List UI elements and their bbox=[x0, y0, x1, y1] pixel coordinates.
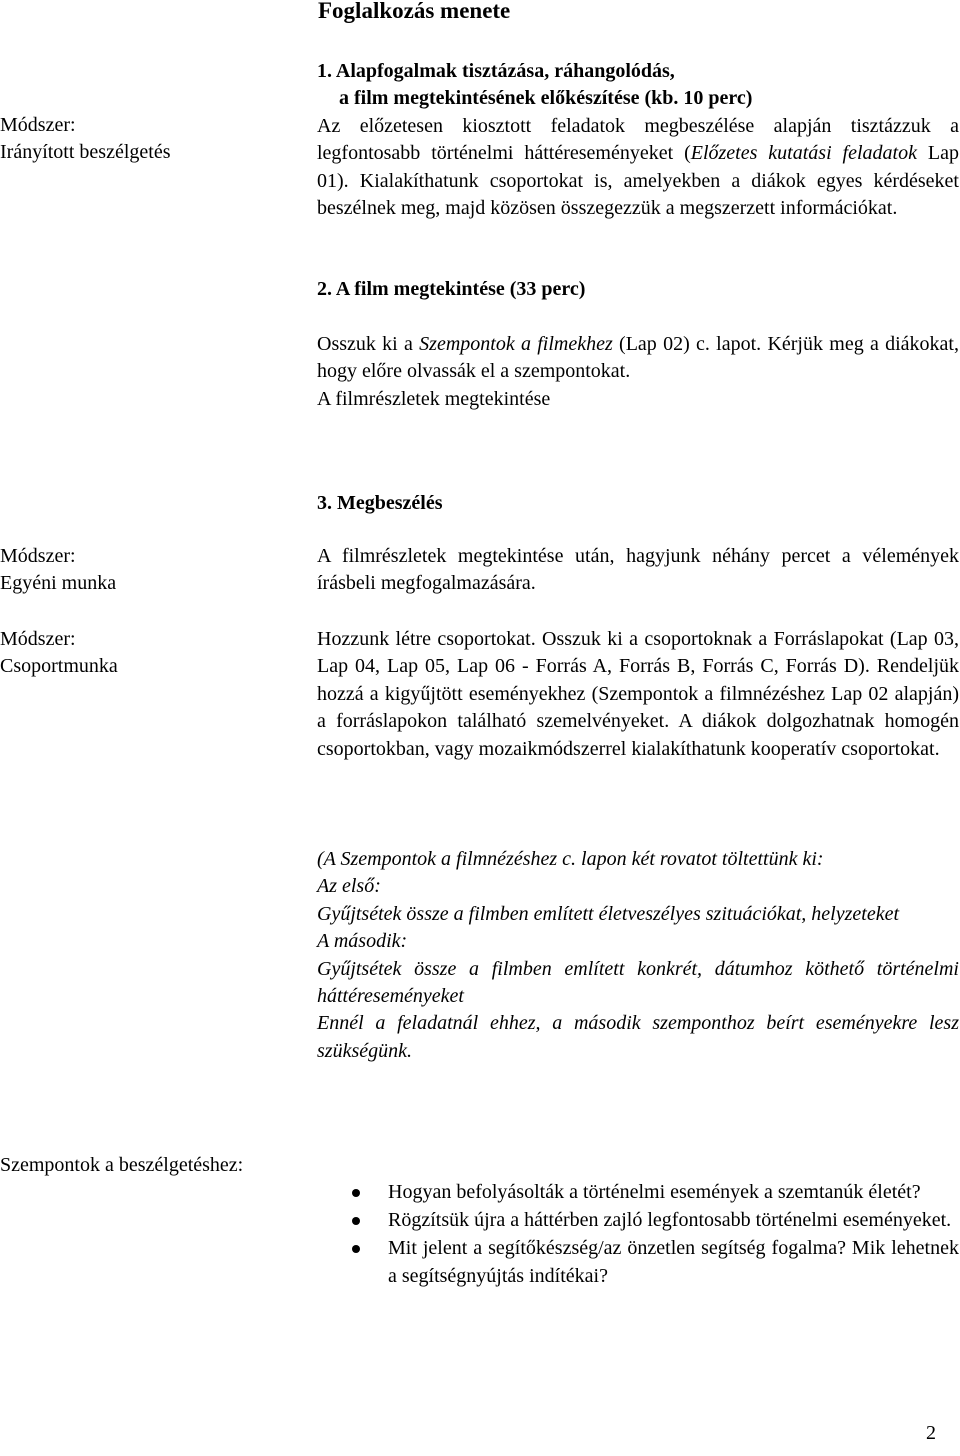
italic-line-3: Gyűjtsétek össze a filmben említett életveszélyes szituációkat, helyzeteket bbox=[317, 902, 900, 925]
section-3-paragraph-1: A filmrészletek megtekintése után, hagyjunk néhány percet a vélemények írásbeli megfogalmazására. bbox=[317, 545, 959, 595]
section-3-italic-block bbox=[317, 846, 959, 1065]
section-2-text-part-2: (Lap 02) c. lapot. Kérjük meg a diákokat, hogy előre olvassák el a szempontokat. bbox=[317, 333, 959, 383]
section-2-text-italic: Szempontok a filmekhez bbox=[419, 333, 613, 355]
section-1-text-italic: Előzetes kutatási feladatok bbox=[690, 142, 917, 165]
italic-line-1: (A Szempontok a filmnézéshez c. lapon két rovatot töltettünk ki: bbox=[317, 848, 824, 870]
method-value: Egyéni munka bbox=[0, 572, 117, 594]
italic-line-2: Az első: bbox=[317, 875, 381, 898]
discussion-points-list bbox=[352, 1178, 959, 1290]
bullet-icon bbox=[352, 1245, 360, 1253]
bullet-icon bbox=[352, 1217, 360, 1225]
method-label: Módszer: bbox=[0, 628, 76, 650]
section-2-text-part-1: Osszuk ki a bbox=[317, 333, 420, 355]
method-value: Irányított beszélgetés bbox=[0, 141, 171, 163]
list-item-text: Hogyan befolyásolták a történelmi események a szemtanúk életét? bbox=[388, 1181, 921, 1203]
discussion-points-label: Szempontok a beszélgetéshez: bbox=[0, 1154, 244, 1176]
bullet-icon bbox=[352, 1189, 360, 1197]
method-label-1 bbox=[0, 112, 171, 166]
page-number: 2 bbox=[926, 1422, 936, 1444]
section-3-paragraph-2: Hozzunk létre csoportokat. Osszuk ki a csoportoknak a Forráslapokat (Lap 03, Lap 04, Lap 05, Lap 06 - Forrás A, Forrás B, Forrás C, Forrás D). Rendeljük hozzá a kigyűjtött eseményekhez (Szempontok a filmnézéshez Lap 02 alapján) a forráslapokon található szemelvényeket. A diákok dolgozhatnak homogén csoportokban, vagy mozaikmódszerrel kialakíthatunk kooperatív csoportokat. bbox=[317, 628, 959, 760]
section-2-heading: 2. A film megtekintése (33 perc) bbox=[317, 278, 586, 300]
method-label: Módszer: bbox=[0, 114, 76, 136]
list-item bbox=[352, 1206, 959, 1234]
page-title: Foglalkozás menete bbox=[318, 0, 511, 23]
section-2-subheading: A filmrészletek megtekintése bbox=[317, 387, 551, 410]
list-item bbox=[352, 1178, 959, 1206]
section-1-text-part-1: Az előzetesen kiosztott feladatok megbeszélése alapján tisztázzuk a legfontosabb történelmi háttéreseményeket ( bbox=[317, 114, 959, 165]
method-label-3 bbox=[0, 626, 118, 680]
section-1-heading-line-1: 1. Alapfogalmak tisztázása, ráhangolódás, bbox=[317, 60, 675, 82]
method-label-2 bbox=[0, 543, 116, 597]
section-1-text-part-2: Lap 01). Kialakíthatunk csoportokat is, amelyekben a diákok egyes kérdéseket beszélnek meg, majd közösen összegezzük a megszerzett információkat. bbox=[317, 142, 959, 220]
italic-line-5: Gyűjtsétek össze a filmben említett konkrét, dátumhoz köthető történelmi háttéreseményeket bbox=[317, 957, 959, 1008]
italic-line-6: Ennél a feladatnál ehhez, a második szemponthoz beírt eseményekre lesz szükségünk. bbox=[317, 1012, 959, 1062]
italic-line-4: A második: bbox=[317, 930, 408, 953]
section-1-paragraph bbox=[317, 113, 959, 223]
section-1 bbox=[317, 58, 959, 222]
list-item-text: Rögzítsük újra a háttérben zajló legfontosabb történelmi eseményeket. bbox=[388, 1209, 952, 1231]
method-label: Módszer: bbox=[0, 545, 76, 567]
section-3-heading: 3. Megbeszélés bbox=[317, 492, 443, 514]
section-2-paragraph bbox=[317, 331, 959, 413]
section-1-heading-line-2: a film megtekintésének előkészítése (kb. 10 perc) bbox=[339, 87, 753, 110]
list-item-text: Mit jelent a segítőkészség/az önzetlen segítség fogalma? Mik lehetnek a segítségnyújtás indítékai? bbox=[388, 1237, 959, 1287]
list-item bbox=[352, 1234, 959, 1290]
method-value: Csoportmunka bbox=[0, 655, 118, 677]
